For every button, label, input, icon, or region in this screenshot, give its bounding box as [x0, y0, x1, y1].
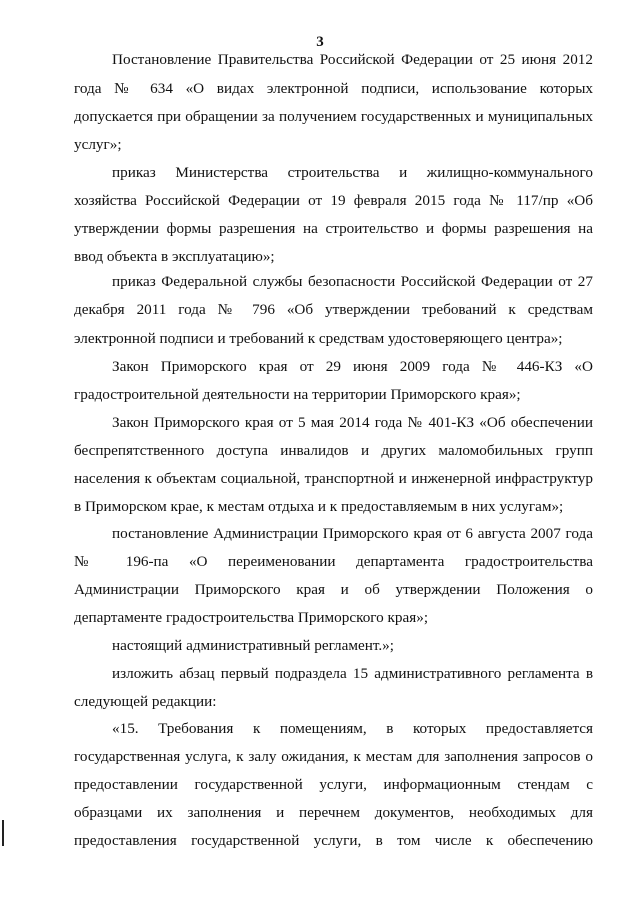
text-line: Постановление Правительства Российской Федерации от 25 июня 2012	[112, 51, 593, 68]
text-line: следующей редакции:	[74, 693, 217, 710]
text-line: градостроительной деятельности на территории Приморского края»;	[74, 386, 521, 403]
text-line: ввод объекта в эксплуатацию»;	[74, 248, 275, 265]
text-line: электронной подписи и требований к средствам удостоверяющего центра»;	[74, 330, 563, 347]
text-line: № 196-па «О переименовании департамента градостроительства	[74, 553, 593, 570]
text-line: услуг»;	[74, 136, 122, 153]
text-line: утверждении формы разрешения на строительство и формы разрешения на	[74, 220, 593, 237]
text-line: Закон Приморского края от 5 мая 2014 года № 401-КЗ «Об обеспечении	[112, 414, 593, 431]
text-line: Закон Приморского края от 29 июня 2009 года № 446-КЗ «О	[112, 358, 593, 375]
scan-margin-mark	[2, 820, 4, 846]
text-line: предоставлении государственной услуги, информационным стендам с	[74, 776, 593, 793]
text-line: в Приморском крае, к местам отдыха и к предоставляемым в них услугам»;	[74, 498, 564, 515]
text-line: образцами их заполнения и перечнем документов, необходимых для	[74, 804, 593, 821]
text-line: настоящий административный регламент.»;	[112, 637, 394, 654]
text-line: Администрации Приморского края и об утверждении Положения о	[74, 581, 593, 598]
text-line: приказ Федеральной службы безопасности Российской Федерации от 27	[112, 273, 593, 290]
text-line: департаменте градостроительства Приморского края»;	[74, 609, 429, 626]
text-line: беспрепятственного доступа инвалидов и других маломобильных групп	[74, 442, 593, 459]
text-line: государственная услуга, к залу ожидания, к местам для заполнения запросов о	[74, 748, 593, 765]
text-line: постановление Администрации Приморского края от 6 августа 2007 года	[112, 525, 593, 542]
text-line: года № 634 «О видах электронной подписи, использование которых	[74, 80, 593, 97]
text-line: населения к объектам социальной, транспортной и инженерной инфраструктур	[74, 470, 593, 487]
text-line: предоставления государственной услуги, в том числе к обеспечению	[74, 832, 593, 849]
text-line: изложить абзац первый подраздела 15 административного регламента в	[112, 665, 593, 682]
text-line: приказ Министерства строительства и жилищно-коммунального	[112, 164, 593, 181]
text-line: «15. Требования к помещениям, в которых предоставляется	[112, 720, 593, 737]
text-line: декабря 2011 года № 796 «Об утверждении требований к средствам	[74, 301, 593, 318]
page-number: 3	[316, 34, 324, 50]
text-line: хозяйства Российской Федерации от 19 февраля 2015 года № 117/пр «Об	[74, 192, 593, 209]
text-line: допускается при обращении за получением государственных и муниципальных	[74, 108, 593, 125]
